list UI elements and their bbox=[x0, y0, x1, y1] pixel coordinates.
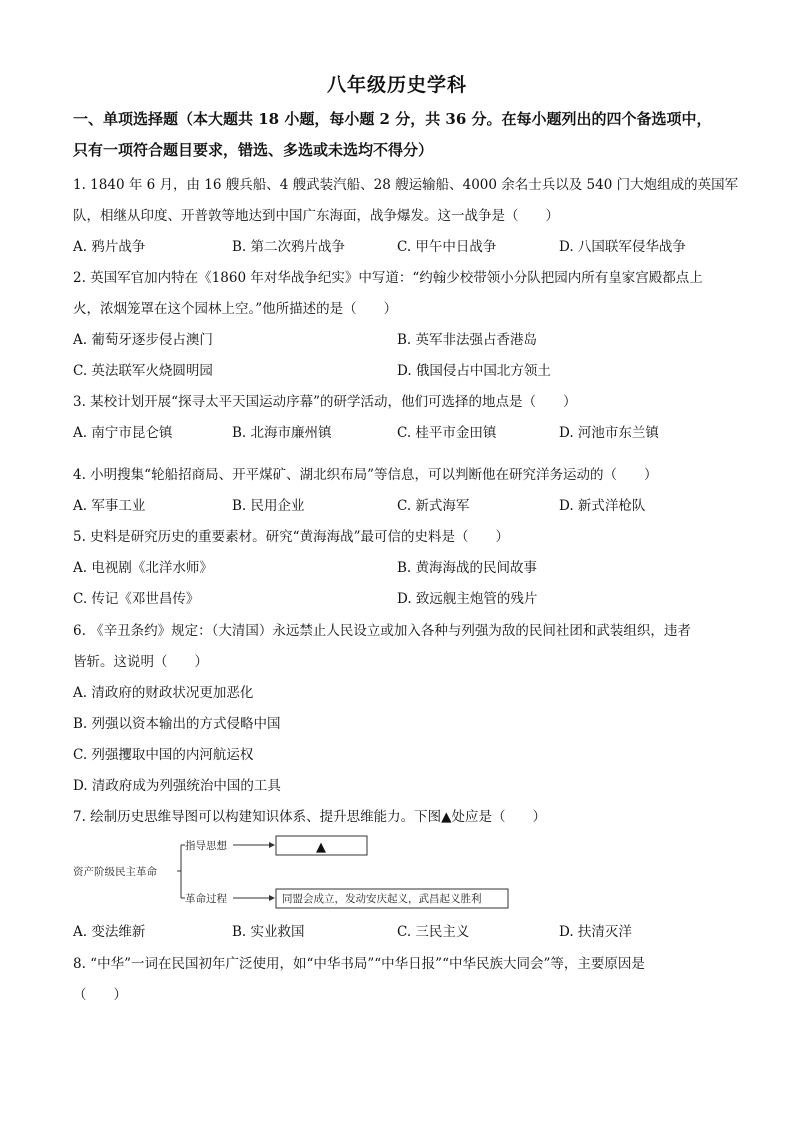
question-2-option-c: C. 英法联军火烧圆明园 bbox=[73, 363, 213, 379]
mindmap-branch2-label: 革命过程 bbox=[185, 893, 227, 905]
arrow-head-icon bbox=[269, 842, 275, 848]
question-8-text: 8. “中华”一词在民国初年广泛使用，如“中华书局”“中华日报”“中华民族大同会”等，主要原因是 bbox=[73, 956, 645, 972]
question-4-text: 4. 小明搜集“轮船招商局、开平煤矿、湖北织布局”等信息，可以判断他在研究洋务运动的（ ） bbox=[73, 467, 658, 483]
question-1-option-a: A. 鸦片战争 bbox=[73, 239, 146, 255]
question-4-option-a: A. 军事工业 bbox=[73, 498, 146, 514]
question-7-option-a: A. 变法维新 bbox=[73, 924, 146, 940]
question-6-text-cont: 皆斩。这说明（ ） bbox=[73, 654, 208, 670]
mind-map-diagram bbox=[73, 832, 533, 912]
question-7-text: 7. 绘制历史思维导图可以构建知识体系、提升思维能力。下图▲处应是（ ） bbox=[73, 809, 547, 825]
question-7-option-d: D. 扶清灭洋 bbox=[559, 924, 632, 940]
question-3-option-c: C. 桂平市金田镇 bbox=[397, 425, 497, 441]
question-2-text-cont: 火，浓烟笼罩在这个园林上空。”他所描述的是（ ） bbox=[73, 301, 398, 317]
question-2-text: 2. 英国军官加内特在《1860 年对华战争纪实》中写道：“约翰少校带领小分队把园内所有皇家宫殿都点上 bbox=[73, 270, 703, 286]
question-2-option-a: A. 葡萄牙逐步侵占澳门 bbox=[73, 332, 213, 348]
question-6-option-b: B. 列强以资本输出的方式侵略中国 bbox=[73, 716, 281, 732]
arrow-head-icon bbox=[269, 895, 275, 901]
question-5-text: 5. 史料是研究历史的重要素材。研究“黄海海战”最可信的史料是（ ） bbox=[73, 529, 509, 545]
question-1-option-c: C. 甲午中日战争 bbox=[397, 239, 497, 255]
question-6-option-c: C. 列强攫取中国的内河航运权 bbox=[73, 747, 254, 763]
question-4-option-d: D. 新式洋枪队 bbox=[559, 498, 646, 514]
question-3-option-a: A. 南宁市昆仑镇 bbox=[73, 425, 173, 441]
question-2-option-d: D. 俄国侵占中国北方领土 bbox=[397, 363, 551, 379]
question-6-option-d: D. 清政府成为列强统治中国的工具 bbox=[73, 778, 281, 794]
question-7-option-b: B. 实业救国 bbox=[232, 924, 305, 940]
question-6-text: 6. 《辛丑条约》规定：（大清国）永远禁止人民设立或加入各种与列强为敌的民间社团和武装组织，违者 bbox=[73, 623, 691, 639]
section-heading-line1: 一、单项选择题（本大题共 18 小题，每小题 2 分，共 36 分。在每小题列出的四个备选项中， bbox=[73, 110, 712, 128]
question-6-option-a: A. 清政府的财政状况更加恶化 bbox=[73, 685, 254, 701]
question-1-text: 1. 1840 年 6 月，由 16 艘兵船、4 艘武装汽船、28 艘运输船、4000 余名士兵以及 540 门大炮组成的英国军 bbox=[73, 177, 739, 193]
question-4-option-c: C. 新式海军 bbox=[397, 498, 470, 514]
question-1-option-d: D. 八国联军侵华战争 bbox=[559, 239, 686, 255]
question-8-text-cont: （ ） bbox=[73, 987, 127, 1003]
mindmap-bracket-ticks bbox=[181, 845, 185, 898]
question-3-option-d: D. 河池市东兰镇 bbox=[559, 425, 659, 441]
question-7-option-c: C. 三民主义 bbox=[397, 924, 470, 940]
mindmap-root-label: 资产阶级民主革命 bbox=[73, 866, 157, 878]
question-1-option-b: B. 第二次鸦片战争 bbox=[232, 239, 346, 255]
page-title: 八年级历史学科 bbox=[326, 74, 467, 96]
question-5-option-b: B. 黄海海战的民间故事 bbox=[397, 560, 538, 576]
question-2-option-b: B. 英军非法强占香港岛 bbox=[397, 332, 538, 348]
question-5-option-c: C. 传记《邓世昌传》 bbox=[73, 591, 200, 607]
mindmap-branch1-label: 指导思想 bbox=[185, 840, 227, 852]
mindmap-branch2-box-text: 同盟会成立，发动安庆起义，武昌起义胜利 bbox=[282, 893, 482, 905]
triangle-placeholder-icon: ▲ bbox=[316, 840, 326, 855]
question-5-option-a: A. 电视剧《北洋水师》 bbox=[73, 560, 213, 576]
question-3-option-b: B. 北海市廉州镇 bbox=[232, 425, 332, 441]
question-4-option-b: B. 民用企业 bbox=[232, 498, 305, 514]
question-5-option-d: D. 致远舰主炮管的残片 bbox=[397, 591, 538, 607]
section-heading-line2: 只有一项符合题目要求，错选、多选或未选均不得分） bbox=[73, 141, 434, 159]
question-3-text: 3. 某校计划开展“探寻太平天国运动序幕”的研学活动，他们可选择的地点是（ ） bbox=[73, 394, 577, 410]
question-1-text-cont: 队，相继从印度、开普敦等地达到中国广东海面，战争爆发。这一战争是（ ） bbox=[73, 208, 559, 224]
